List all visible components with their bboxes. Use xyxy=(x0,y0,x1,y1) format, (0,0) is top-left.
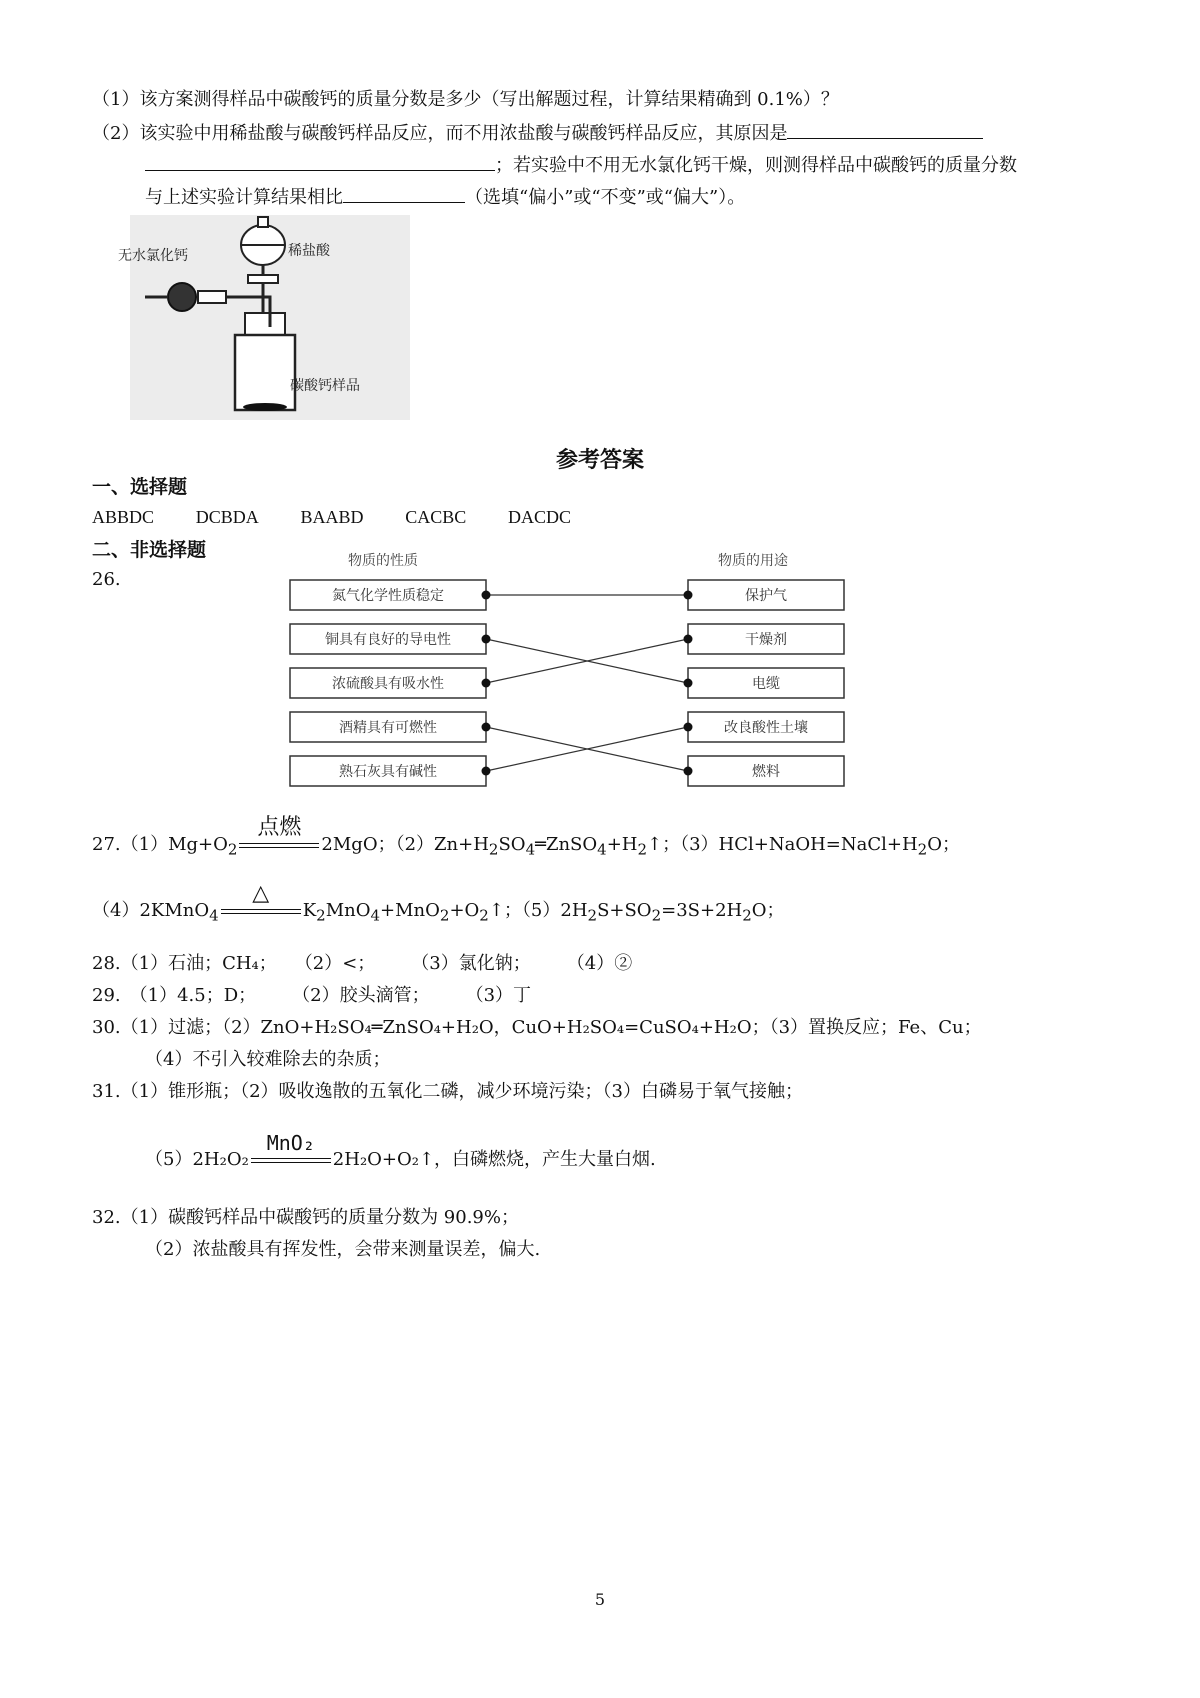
eq-text: （5）2H₂O₂ xyxy=(145,1149,249,1170)
condition-catalyst: MnO₂ xyxy=(266,1131,315,1155)
right-box-label: 干燥剂 xyxy=(745,632,787,648)
q30-answer-line2: （4）不引入较难除去的杂质； xyxy=(145,1049,391,1070)
answer-title: 参考答案 xyxy=(555,448,644,473)
answer-blank-3[interactable] xyxy=(343,184,465,203)
subscript: 2 xyxy=(316,906,326,925)
q30-answer-line1: 30.（1）过滤；（2）ZnO+H₂SO₄═ZnSO₄+H₂O，CuO+H₂SO₄=CuSO₄+H₂O；（3）置换反应；Fe、Cu； xyxy=(92,1017,982,1038)
q32-part1: （1）该方案测得样品中碳酸钙的质量分数是多少（写出解题过程，计算结果精确到 0.1%）？ xyxy=(92,89,839,110)
page-number: 5 xyxy=(594,1590,606,1609)
right-box-label: 燃料 xyxy=(752,764,780,780)
mc-answers xyxy=(92,505,607,530)
subscript: 4 xyxy=(597,840,607,859)
eq-text: O； xyxy=(751,900,785,921)
mc-answer-group: DACDC xyxy=(508,507,572,527)
reaction-condition-arrow xyxy=(239,815,319,850)
q32-part2-text-a: （2）该实验中用稀盐酸与碳酸钙样品反应，而不用浓盐酸与碳酸钙样品反应，其原因是 xyxy=(92,123,788,144)
mc-answer-group: BAABD xyxy=(300,507,364,527)
eq-text: +O xyxy=(449,900,480,921)
apparatus-figure xyxy=(118,215,410,420)
q29-answer: 29. （1）4.5；D； （2）胶头滴管； （3）丁 xyxy=(92,985,532,1006)
section-multiple-choice: 一、选择题 xyxy=(92,476,188,498)
right-box-label: 保护气 xyxy=(745,588,787,604)
left-connector-dot xyxy=(482,591,491,600)
q26-number: 26. xyxy=(92,569,121,590)
subscript: 2 xyxy=(587,906,598,925)
left-connector-dot xyxy=(482,767,491,776)
eq-text: 2MgO；（2）Zn+H xyxy=(321,834,489,855)
subscript: 2 xyxy=(227,840,238,859)
left-box-label: 酒精具有可燃性 xyxy=(339,720,437,736)
q27-line2 xyxy=(92,881,785,928)
q32-part2-line3 xyxy=(145,184,745,210)
q32-part2-line2 xyxy=(145,152,1017,178)
label-dilute-hcl: 稀盐酸 xyxy=(288,243,330,259)
q31-answer-line1: 31.（1）锥形瓶；（2）吸收逸散的五氧化二磷，减少环境污染；（3）白磷易于氧气接触； xyxy=(92,1081,803,1102)
condition-heat: △ xyxy=(252,881,270,906)
q32-answer-line1: 32.（1）碳酸钙样品中碳酸钙的质量分数为 90.9%； xyxy=(92,1207,519,1228)
eq-text: ↑；（5）2H xyxy=(488,900,588,921)
subscript: 2 xyxy=(742,906,752,925)
left-box-label: 铜具有良好的导电性 xyxy=(325,632,451,648)
right-connector-dot xyxy=(684,679,693,688)
eq-text: =3S+2H xyxy=(661,900,743,921)
label-anhydrous-cacl2: 无水氯化钙 xyxy=(118,248,188,264)
mc-answer-group: ABBDC xyxy=(92,507,155,527)
left-connector-dot xyxy=(482,635,491,644)
left-header: 物质的性质 xyxy=(348,553,418,569)
left-box-label: 熟石灰具有碱性 xyxy=(339,764,437,780)
q32-part2-line1 xyxy=(92,120,983,146)
subscript: 2 xyxy=(439,906,450,925)
reaction-condition-arrow xyxy=(251,1131,331,1165)
subscript: 2 xyxy=(637,840,648,859)
eq-text: （4）2KMnO xyxy=(92,900,210,921)
q26-matching-diagram xyxy=(288,548,858,788)
q28-answer: 28.（1）石油；CH₄； （2）<； （3）氯化钠； （4）② xyxy=(92,953,633,974)
eq-text: 27.（1）Mg+O xyxy=(92,834,228,855)
right-header: 物质的用途 xyxy=(718,553,788,569)
right-connector-dot xyxy=(684,723,693,732)
subscript: 4 xyxy=(209,906,219,925)
answer-blank-2[interactable] xyxy=(145,152,495,171)
q32-part2-text-c: 与上述实验计算结果相比 xyxy=(145,187,343,208)
eq-text: 2H₂O+O₂↑，白磷燃烧，产生大量白烟. xyxy=(332,1149,656,1170)
right-connector-dot xyxy=(684,635,693,644)
left-box-label: 氮气化学性质稳定 xyxy=(332,588,444,604)
subscript: 2 xyxy=(651,906,662,925)
q27-line1 xyxy=(92,815,960,862)
eq-text: ═ZnSO xyxy=(535,834,598,855)
right-box-label: 电缆 xyxy=(752,676,780,692)
eq-text: MnO xyxy=(325,900,371,921)
answer-blank-1[interactable] xyxy=(787,120,983,139)
subscript: 4 xyxy=(370,906,381,925)
eq-text: K xyxy=(302,900,317,921)
left-box-label: 浓硫酸具有吸水性 xyxy=(332,676,444,692)
q32-answer-line2: （2）浓盐酸具有挥发性，会带来测量误差，偏大. xyxy=(145,1239,541,1260)
left-connector-dot xyxy=(482,723,491,732)
q32-part2-text-b: ；若实验中不用无水氯化钙干燥，则测得样品中碳酸钙的质量分数 xyxy=(495,155,1017,176)
eq-text: +H xyxy=(606,834,638,855)
condition-ignite: 点燃 xyxy=(257,815,302,840)
right-connector-dot xyxy=(684,591,693,600)
q32-part2-text-d: （选填“偏小”或“不变”或“偏大”）。 xyxy=(465,187,746,208)
eq-text: +MnO xyxy=(380,900,440,921)
subscript: 2 xyxy=(488,840,499,859)
right-connector-dot xyxy=(684,767,693,776)
eq-text: O； xyxy=(927,834,960,855)
eq-text: SO xyxy=(498,834,526,855)
mc-answer-group: DCBDA xyxy=(195,507,259,527)
left-connector-dot xyxy=(482,679,491,688)
eq-text: S+SO xyxy=(597,900,652,921)
q31-answer-line2 xyxy=(145,1131,656,1172)
reaction-condition-arrow xyxy=(221,881,301,916)
section-non-multiple-choice: 二、非选择题 xyxy=(92,539,207,561)
subscript: 4 xyxy=(525,840,536,859)
subscript: 2 xyxy=(917,840,928,859)
label-caco3-sample: 碳酸钙样品 xyxy=(290,378,360,394)
right-box-label: 改良酸性土壤 xyxy=(724,720,808,736)
mc-answer-group: CACBC xyxy=(405,507,467,527)
eq-text: ↑；（3）HCl+NaOH=NaCl+H xyxy=(647,834,918,855)
subscript: 2 xyxy=(479,906,489,925)
